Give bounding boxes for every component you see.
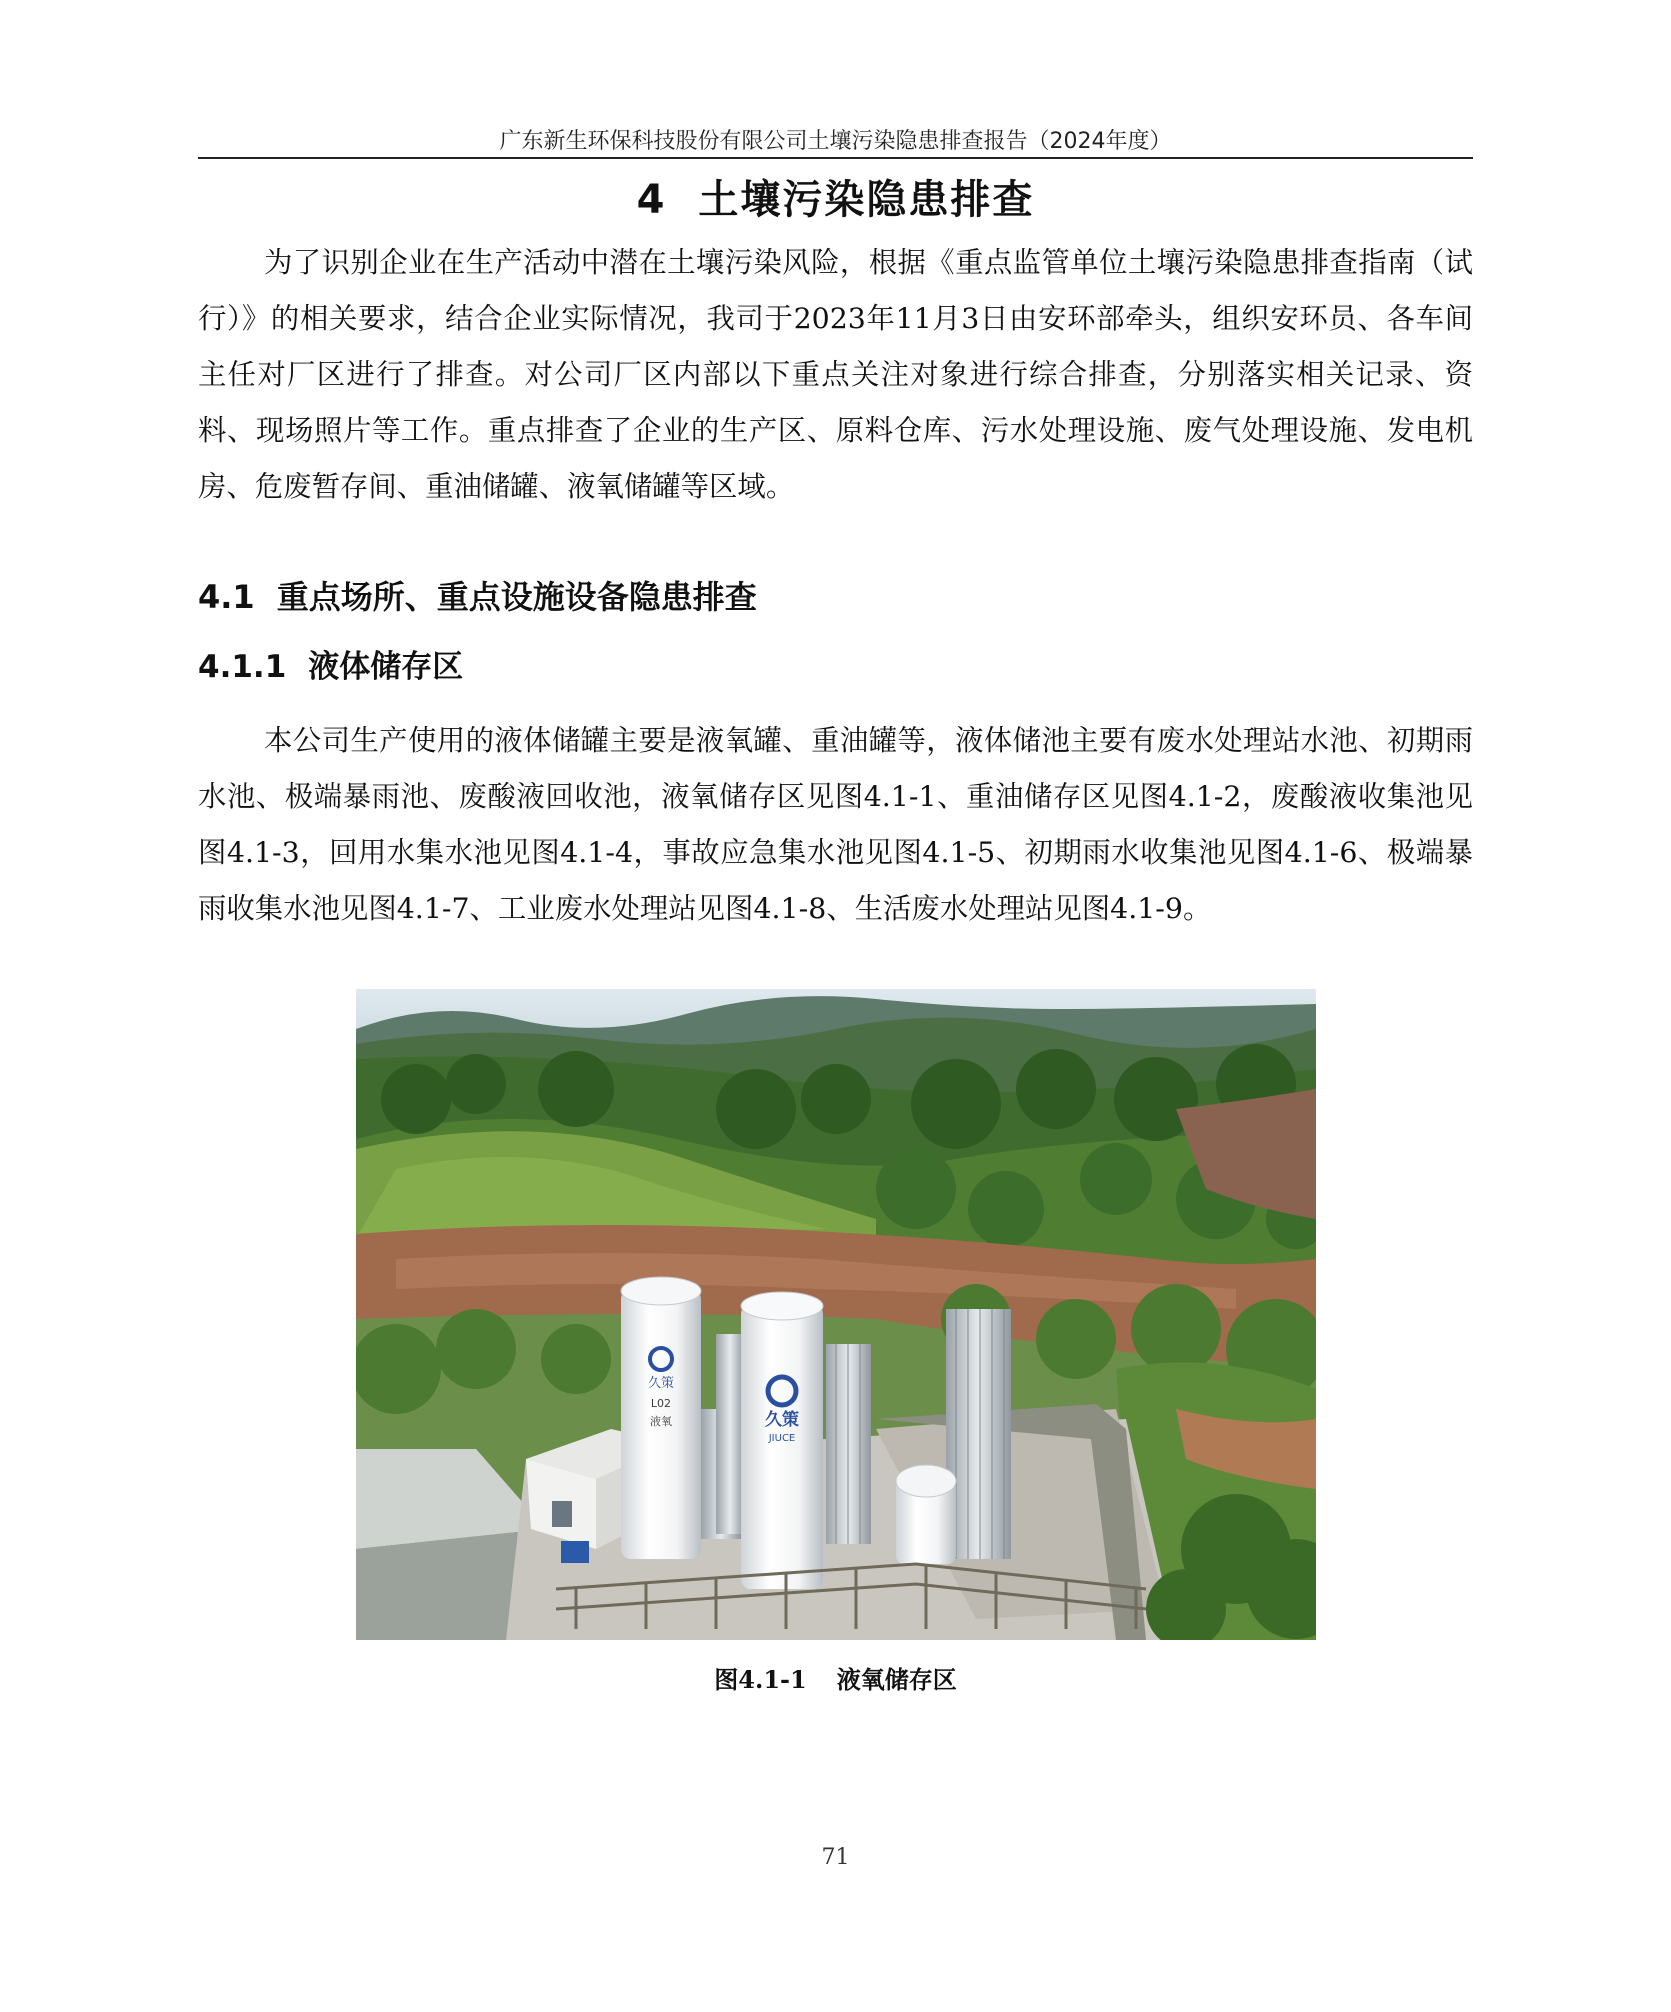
liquid-oxygen-storage-photo <box>356 989 1316 1640</box>
tank-brand-cn-main: 久策 <box>765 1410 799 1430</box>
chapter-title: 4 土壤污染隐患排查 <box>636 177 1035 223</box>
figure-caption <box>198 1660 1473 1695</box>
tank-code-label: L02 <box>650 1397 672 1410</box>
tank-gas-label: 液氧 <box>650 1415 672 1428</box>
header-rule <box>198 157 1473 159</box>
section-title: 重点场所、重点设施设备隐患排查 <box>276 578 757 616</box>
section-heading-4-1 <box>198 572 757 618</box>
section-number: 4.1 <box>198 578 255 616</box>
running-header: 广东新生环保科技股份有限公司土壤污染隐患排查报告（2024年度） <box>499 129 1172 154</box>
page-number: 71 <box>821 1845 850 1870</box>
tank-brand-cn-left: 久策 <box>647 1376 675 1391</box>
figure-number: 图4.1-1 <box>714 1665 807 1694</box>
storage-paragraph: 本公司生产使用的液体储罐主要是液氧罐、重油罐等，液体储池主要有废水处理站水池、初期雨水池、极端暴雨池、废酸液回收池，液氧储存区见图4.1-1、重油储存区见图4.1-2，废酸液收集池见图4.1-3，回用水集水池见图4.1-4，事故应急集水池见图4.1-5、初期雨水收集池见图4.1-6、极端暴雨收集水池见图4.1-7、工业废水处理站见图4.1-8、生活废水处理站见图4.1-9。 <box>198 724 1473 925</box>
subsection-title: 液体储存区 <box>308 649 464 685</box>
subsection-number: 4.1.1 <box>198 649 287 685</box>
tank-brand-en-main: JIUCE <box>768 1433 796 1444</box>
intro-paragraph: 为了识别企业在生产活动中潜在土壤污染风险，根据《重点监管单位土壤污染隐患排查指南（试行）》的相关要求，结合企业实际情况，我司于2023年11月3日由安环部牵头，组织安环员、各车间主任对厂区进行了排查。对公司厂区内部以下重点关注对象进行综合排查，分别落实相关记录、资料、现场照片等工作。重点排查了企业的生产区、原料仓库、污水处理设施、废气处理设施、发电机房、危废暂存间、重油储罐、液氧储罐等区域。 <box>198 246 1473 503</box>
subsection-heading-4-1-1 <box>198 641 463 686</box>
figure-title: 液氧储存区 <box>836 1665 957 1694</box>
